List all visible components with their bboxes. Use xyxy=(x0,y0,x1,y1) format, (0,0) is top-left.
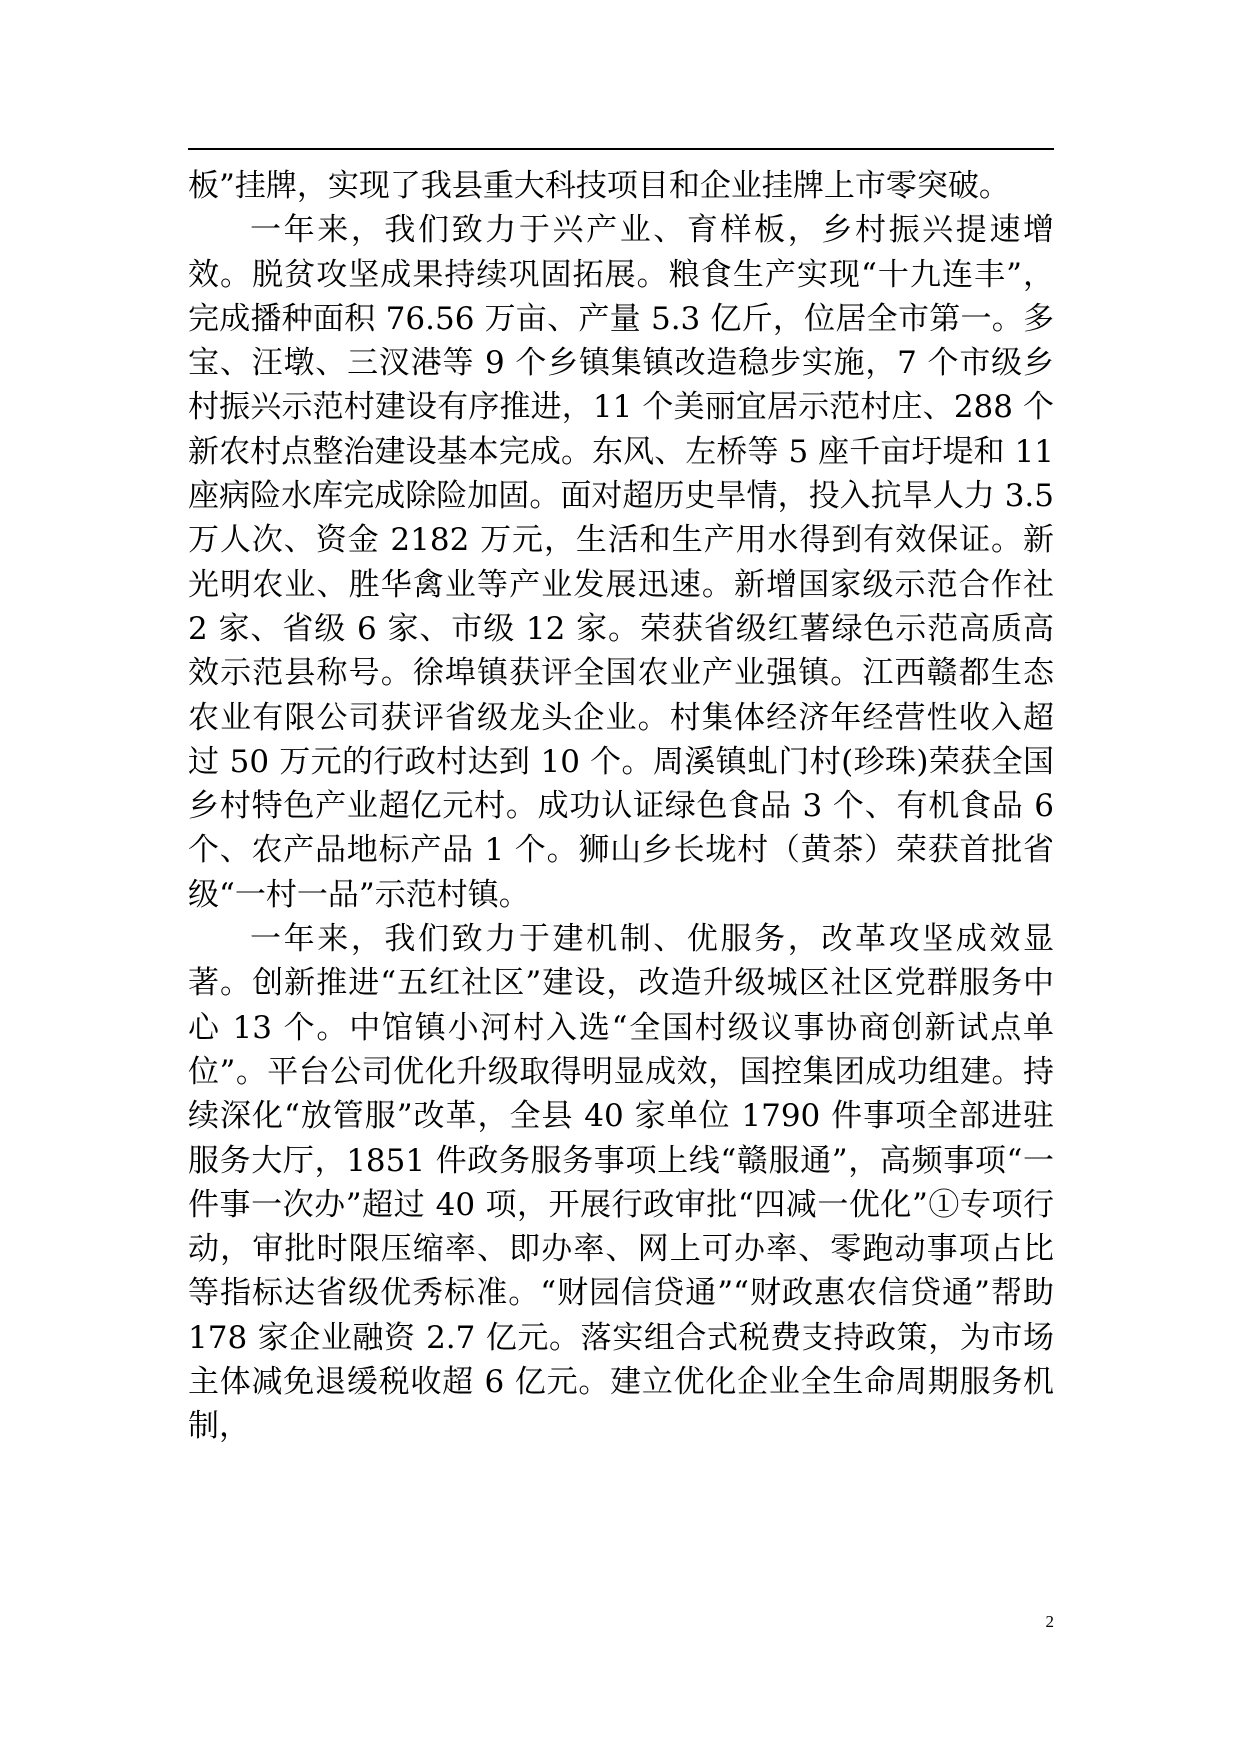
body-text xyxy=(188,164,1054,1449)
paragraph-reform: 一年来，我们致力于建机制、优服务，改革攻坚成效显著。创新推进“五红社区”建设，改造升级城区社区党群服务中心 13 个。中馆镇小河村入选“全国村级议事协商创新试点单位”。平台公司优化升级取得明显成效，国控集团成功组建。持续深化“放管服”改革，全县 40 家单位 1790 件事项全部进驻服务大厅，1851 件政务服务事项上线“赣服通”，高频事项“一件事一次办”超过 40 项，开展行政审批“四减一优化”①专项行动，审批时限压缩率、即办率、网上可办率、零跑动事项占比等指标达省级优秀标准。“财园信贷通”“财政惠农信贷通”帮助 178 家企业融资 2.7 亿元。落实组合式税费支持政策，为市场主体减免退缓税收超 6 亿元。建立优化企业全生命周期服务机制， xyxy=(188,921,1054,1445)
header-rule xyxy=(188,148,1054,150)
paragraph-continuation: 板”挂牌，实现了我县重大科技项目和企业挂牌上市零突破。 xyxy=(188,168,1010,204)
paragraph-rural-revitalization: 一年来，我们致力于兴产业、育样板，乡村振兴提速增效。脱贫攻坚成果持续巩固拓展。粮食生产实现“十九连丰”，完成播种面积 76.56 万亩、产量 5.3 亿斤，位居全市第一。多宝、汪墩、三汊港等 9 个乡镇集镇改造稳步实施，7 个市级乡村振兴示范村建设有序推进，11 个美丽宜居示范村庄、288 个新农村点整治建设基本完成。东风、左桥等 5 座千亩圩堤和 11 座病险水库完成除险加固。面对超历史旱情，投入抗旱人力 3.5 万人次、资金 2182 万元，生活和生产用水得到有效保证。新光明农业、胜华禽业等产业发展迅速。新增国家级示范合作社 2 家、省级 6 家、市级 12 家。荣获省级红薯绿色示范高质高效示范县称号。徐埠镇获评全国农业产业强镇。江西赣都生态农业有限公司获评省级龙头企业。村集体经济年经营性收入超过 50 万元的行政村达到 10 个。周溪镇虬门村(珍珠)荣获全国乡村特色产业超亿元村。成功认证绿色食品 3 个、有机食品 6 个、农产品地标产品 1 个。狮山乡长垅村（黄茶）荣获首批省级“一村一品”示范村镇。 xyxy=(188,212,1054,913)
page-number: 2 xyxy=(1045,1612,1054,1631)
